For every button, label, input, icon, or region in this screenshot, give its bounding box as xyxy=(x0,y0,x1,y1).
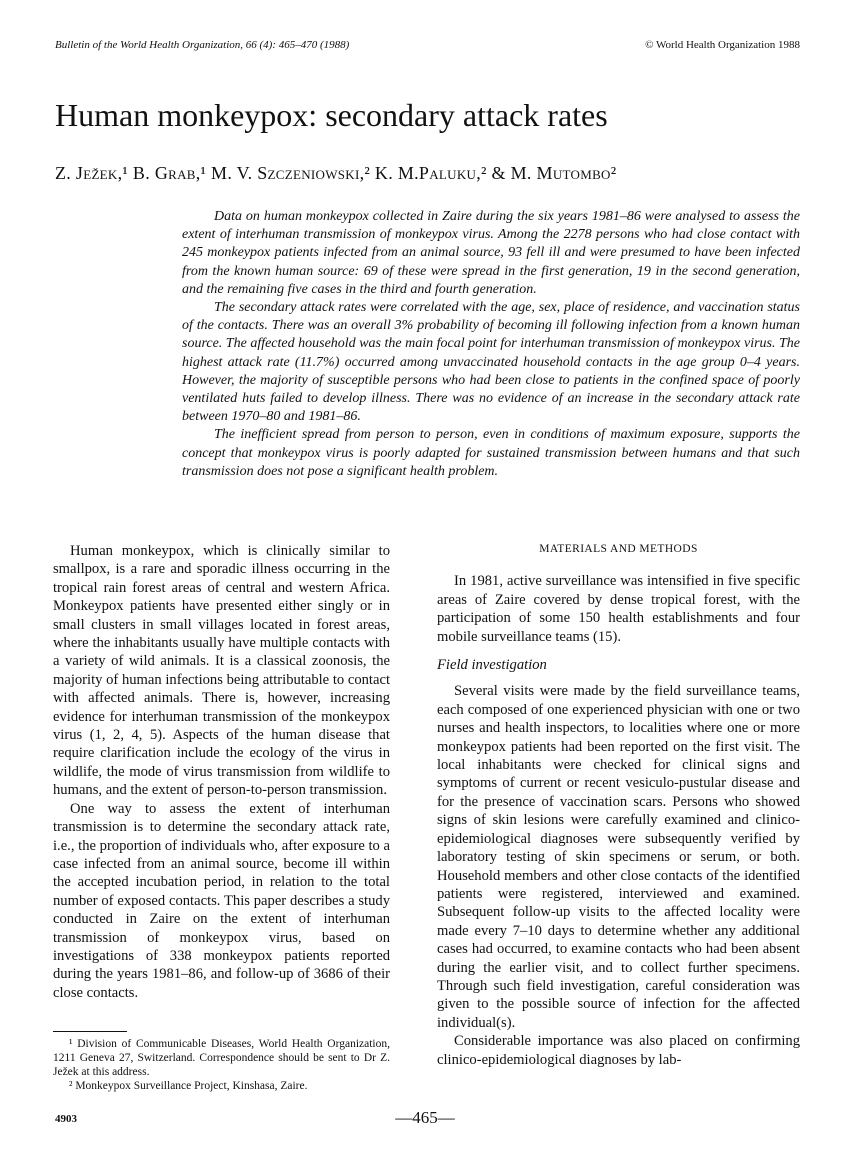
abstract-paragraph: Data on human monkeypox collected in Zaire during the six years 1981–86 were analysed to assess the extent of interhuman transmission of monkeypox virus. Among the 2278 persons who had close contact with 245 monkeypox patients infected from an animal source, 93 fell ill and were presumed to have been infected from the known human source: 69 of these were spread in the first generation, 19 in the second generation, and the remaining five cases in the third and fourth generation. xyxy=(182,209,800,297)
footnote: ² Monkeypox Surveillance Project, Kinshasa, Zaire. xyxy=(69,1080,308,1092)
right-column xyxy=(437,540,800,1069)
footnote-divider xyxy=(53,1031,127,1032)
running-header xyxy=(55,39,800,57)
abstract xyxy=(182,208,800,481)
journal-citation: Bulletin of the World Health Organization, 66 (4): 465–470 (1988) xyxy=(55,39,350,51)
left-column xyxy=(53,542,390,1002)
body-paragraph: Considerable importance was also placed on confirming clinico-epidemiological diagnoses by lab- xyxy=(437,1033,800,1068)
section-heading: MATERIALS AND METHODS xyxy=(539,543,698,555)
copyright-notice: © World Health Organization 1988 xyxy=(645,39,800,51)
author-list: Z. Ježek,¹ B. Grab,¹ M. V. Szczeniowski,² K. M.Paluku,² & M. Mutombo² xyxy=(55,163,617,183)
page-number: —465— xyxy=(395,1108,455,1127)
body-paragraph: In 1981, active surveillance was intensified in five specific areas of Zaire covered by dense tropical forest, with the participation of some 150 health establishments and four mobile surveillance teams (15). xyxy=(437,573,800,645)
document-code: 4903 xyxy=(55,1113,77,1125)
body-paragraph: Human monkeypox, which is clinically similar to smallpox, is a rare and sporadic illness occurring in the tropical rain forest areas of central and western Africa. Monkeypox patients have presented either singly or in small clusters in small villages located in forest areas, where the inhabitants usually have multiple contacts with a variety of wild animals. It is a classical zoonosis, the majority of human infections being attributable to contact with affected animals. There is, however, increasing evidence for interhuman transmission of the monkeypox virus (1, 2, 4, 5). Aspects of the human disease that require clarification include the ecology of the virus in wildlife, the mode of virus transmission from wildlife to humans, and the extent of person-to-person transmission. xyxy=(53,543,390,799)
footnotes xyxy=(53,1037,390,1093)
abstract-paragraph: The secondary attack rates were correlated with the age, sex, place of residence, and vaccination status of the contacts. There was an overall 3% probability of becoming ill following infection from a known human source. The affected household was the main focal point for interhuman transmission of monkeypox virus. The highest attack rate (11.7%) occurred among unvaccinated household contacts in the age group 0–4 years. However, the majority of susceptible persons who had been close to patients in the confined space of poorly ventilated huts failed to develop illness. There was no evidence of an increase in the secondary attack rate between 1970–80 and 1981–86. xyxy=(182,300,800,425)
footnote: ¹ Division of Communicable Diseases, World Health Organization, 1211 Geneva 27, Switzerland. Correspondence should be sent to Dr Z. Ježek at this address. xyxy=(53,1038,390,1078)
body-paragraph: One way to assess the extent of interhuman transmission is to determine the secondary attack rate, i.e., the proportion of individuals who, after exposure to a case infected from an animal source, become ill within the accepted incubation period, in relation to the total number of exposed contacts. This paper describes a study conducted in Zaire on the extent of interhuman transmission of monkeypox virus, based on investigations of 338 monkeypox patients reported during the years 1981–86, and follow-up of 3686 of their close contacts. xyxy=(53,800,390,1001)
subsection-heading: Field investigation xyxy=(437,657,547,674)
body-paragraph: Several visits were made by the field surveillance teams, each composed of one experienced physician with one or two nurses and health inspectors, to localities where one or more monkeypox patients had been reported on the first visit. The local inhabitants were checked for clinical signs and symptoms of current or recent vesiculo-pustular disease and for the presence of vaccination scars. Persons who showed signs of skin lesions were carefully examined and clinico-epidemiological diagnoses were subsequently verified by laboratory testing of skin specimens or serum, or both. Household members and other close contacts of the identified patients were registered, interviewed and examined. Subsequent follow-up visits to the affected locality were made every 7–10 days to determine whether any additional cases had occurred, to examine contacts who had been absent during the earlier visit, and to collect further specimens. Through such field investigation, careful consideration was given to the possible source of infection for the affected individual(s). xyxy=(437,683,800,1031)
article-title: Human monkeypox: secondary attack rates xyxy=(55,97,608,133)
abstract-paragraph: The inefficient spread from person to person, even in conditions of maximum exposure, supports the concept that monkeypox virus is poorly adapted for sustained transmission between humans and that such transmission does not pose a significant health problem. xyxy=(182,427,800,479)
